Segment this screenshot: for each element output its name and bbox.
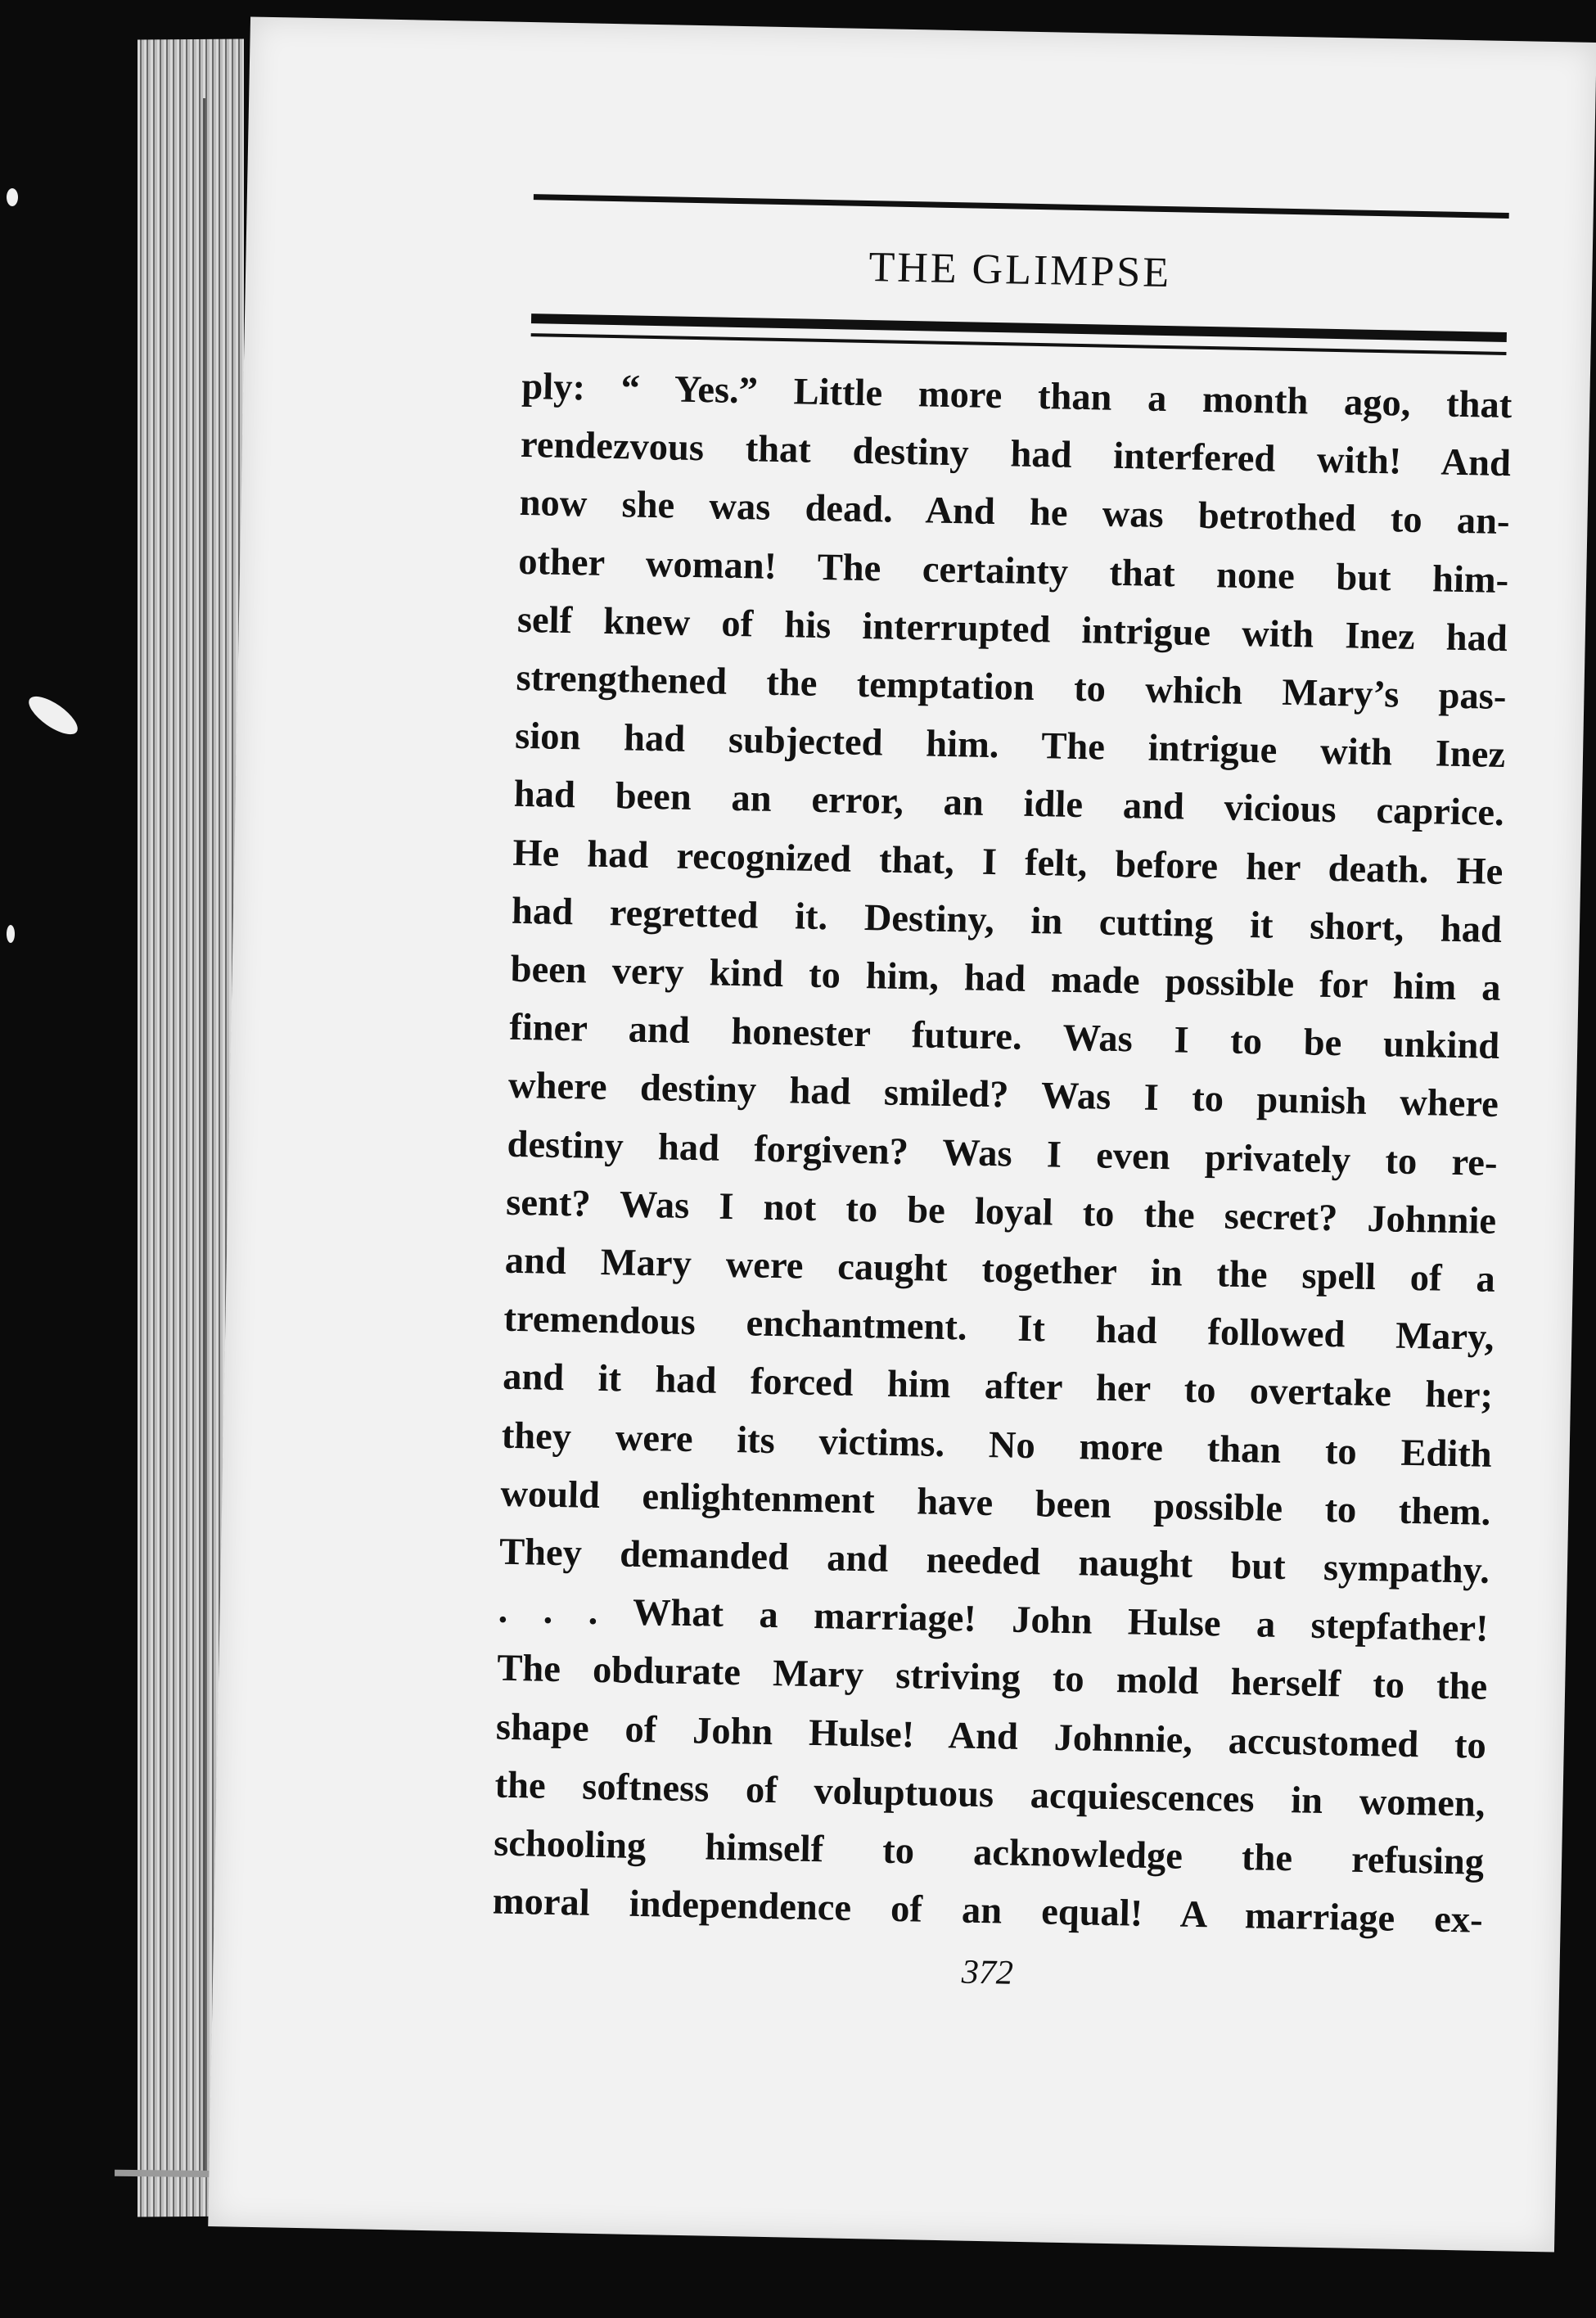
- text-line: now she was dead. And he was betrothed to an-: [519, 482, 1510, 543]
- text-line: rendezvous that destiny had interfered with! And: [520, 424, 1512, 485]
- text-line: shape of John Hulse! And Johnnie, accustomed to: [495, 1706, 1487, 1767]
- text-line: strengthened the temptation to which Mary’s pas-: [516, 656, 1507, 719]
- text-line: tremendous enchantment. It had followed Mary,: [503, 1297, 1495, 1360]
- text-line: other woman! The certainty that none but him-: [517, 540, 1509, 602]
- text-line: been very kind to him, had made possible for him a: [510, 948, 1502, 1010]
- body-text: [492, 358, 1513, 1950]
- header-rule-top: [534, 194, 1509, 219]
- scan-speck: [7, 188, 18, 206]
- scan-speck: [7, 925, 15, 943]
- text-line: sent? Was I not to be loyal to the secret? Johnnie: [505, 1181, 1497, 1242]
- text-line: where destiny had smiled? Was I to punish where: [507, 1065, 1499, 1126]
- text-line: destiny had forgiven? Was I even privately to re-: [507, 1123, 1498, 1184]
- text-line: moral independence of an equal! A marriage ex-: [492, 1880, 1484, 1942]
- text-line: had been an error, an idle and vicious caprice.: [513, 773, 1505, 835]
- text-line: They demanded and needed naught but sympathy.: [498, 1531, 1490, 1592]
- text-line: would enlightenment have been possible to them.: [499, 1472, 1491, 1534]
- text-line: and Mary were caught together in the spell of a: [504, 1239, 1496, 1301]
- page-number: 372: [961, 1953, 1014, 1992]
- text-line: and it had forced him after her to overtake her;: [502, 1356, 1494, 1418]
- running-head: THE GLIMPSE: [868, 244, 1172, 297]
- text-line: had regretted it. Destiny, in cutting it short, had: [511, 890, 1503, 951]
- text-line: sion had subjected him. The intrigue with Inez: [514, 715, 1506, 777]
- text-line: . . . What a marriage! John Hulse a stepfather!: [498, 1589, 1490, 1651]
- text-line: He had recognized that, I felt, before her death. He: [512, 832, 1504, 893]
- text-line: the softness of voluptuous acquiescences in women,: [494, 1764, 1486, 1825]
- gutter-line: [203, 98, 205, 2177]
- text-line: finer and honester future. Was I to be unkind: [508, 1006, 1500, 1068]
- scan-speck: [23, 689, 83, 741]
- book-page: [208, 16, 1596, 2252]
- text-line: ply: “ Yes.” Little more than a month ago, that: [521, 365, 1513, 427]
- text-line: they were its victims. No more than to Edith: [501, 1414, 1493, 1476]
- text-line: schooling himself to acknowledge the refusing: [493, 1822, 1485, 1883]
- text-line: self knew of his interrupted intrigue with Inez had: [516, 598, 1508, 660]
- text-line: The obdurate Mary striving to mold herself to the: [496, 1648, 1488, 1709]
